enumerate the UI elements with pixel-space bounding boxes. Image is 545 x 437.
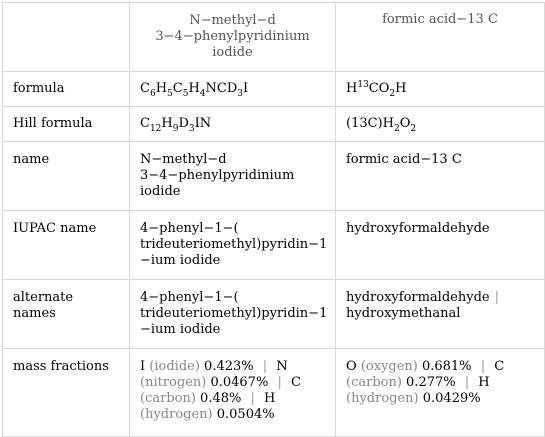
formula-part: 3 <box>237 89 244 99</box>
alternate-1-line-2: trideuteriomethyl)pyridin−1 <box>140 306 328 321</box>
iupac-cell-1 <box>130 211 336 280</box>
formula-part: C <box>172 81 183 96</box>
alternate-separator: | <box>494 290 499 305</box>
column-header-1 <box>130 3 336 72</box>
alternate-1-line-1: 4−phenyl−1−( <box>140 290 239 305</box>
column-header-1-line-1: N−methyl−d <box>189 13 276 28</box>
formula-part: 9 <box>172 124 179 134</box>
row-hill-formula <box>3 107 545 142</box>
formula-part: CO <box>368 81 390 96</box>
alternate-2-line-1 <box>346 290 534 306</box>
formula-part: I <box>243 81 249 96</box>
element-symbol: H <box>478 375 490 390</box>
hill-formula-2 <box>346 116 417 134</box>
element-name: (iodide) <box>149 359 205 374</box>
row-mass-fractions <box>3 349 545 437</box>
element-name: (nitrogen) <box>140 375 211 390</box>
row-label-formula: formula <box>3 72 130 107</box>
row-iupac-name <box>3 211 545 280</box>
mass-fraction-value: 0.48% <box>200 391 242 406</box>
header-row <box>3 3 545 72</box>
formula-part: O <box>399 116 411 131</box>
column-header-1-line-2: 3−4−phenylpyridinium <box>155 29 310 44</box>
column-header-2-line-1: formic acid−13 C <box>382 12 498 27</box>
hill-formula-cell-1 <box>130 107 336 142</box>
element-symbol: H <box>264 391 276 406</box>
formula-cell-2 <box>336 72 545 107</box>
mass-fraction-value: 0.423% <box>204 359 254 374</box>
alternate-1-line-3: −ium iodide <box>140 322 221 337</box>
row-label-alternate-names <box>3 280 130 349</box>
formula-part: 5 <box>182 89 189 99</box>
formula-part: C <box>140 116 150 131</box>
name-1-line-3: iodide <box>140 184 181 199</box>
formula-part: 2 <box>393 124 400 134</box>
formula-part: 2 <box>410 124 417 134</box>
alternate-cell-2 <box>336 280 545 349</box>
mass-fraction-separator: | <box>464 375 470 390</box>
element-name: (hydrogen) <box>140 407 217 422</box>
alternate-name-2: hydroxymethanal <box>346 306 461 321</box>
formula-2 <box>346 80 407 99</box>
mass-fraction-value: 0.0429% <box>422 391 481 406</box>
formula-part: 3 <box>188 124 195 134</box>
formula-part: NCD <box>205 81 238 96</box>
mass-fraction-separator: | <box>480 359 486 374</box>
formula-part: 4 <box>199 89 206 99</box>
row-label-iupac-text: IUPAC name <box>13 221 97 236</box>
mass-fraction-separator: | <box>250 391 255 406</box>
comparison-table <box>2 2 545 437</box>
name-1-line-2: 3−4−phenylpyridinium <box>140 168 295 183</box>
name-cell-2 <box>336 142 545 211</box>
formula-part: 5 <box>167 89 173 99</box>
formula-part: 12 <box>149 124 162 134</box>
element-symbol: N <box>276 359 288 374</box>
element-symbol: I <box>140 359 150 374</box>
mass-fraction-value: 0.0467% <box>210 375 269 390</box>
mass-fraction-separator: | <box>262 359 268 374</box>
iupac-1-line-3: −ium iodide <box>140 253 221 268</box>
element-symbol: O <box>346 359 361 374</box>
row-label-mass-fractions <box>3 349 130 437</box>
alternate-name-1: hydroxyformaldehyde <box>346 290 490 305</box>
formula-part: C <box>140 81 150 96</box>
column-header-2 <box>336 3 545 72</box>
name-2-line-1: formic acid−13 C <box>346 152 462 167</box>
formula-1 <box>140 81 249 99</box>
element-symbol: C <box>290 375 301 390</box>
mass-fraction-separator: | <box>277 375 282 390</box>
element-symbol: C <box>494 359 505 374</box>
formula-part: H <box>155 81 168 96</box>
formula-part: 2 <box>389 89 396 99</box>
formula-cell-1 <box>130 72 336 107</box>
row-formula <box>3 72 545 107</box>
row-label-name-text: name <box>13 152 50 167</box>
formula-part: 6 <box>149 89 156 99</box>
name-1-line-1: N−methyl−d <box>140 152 227 167</box>
mass-cell-1 <box>130 349 336 437</box>
row-label-iupac-name <box>3 211 130 280</box>
element-name: (hydrogen) <box>346 391 423 406</box>
row-label-alternate-text: alternate names <box>13 290 74 321</box>
formula-part: H <box>346 81 358 96</box>
element-name: (carbon) <box>140 391 201 406</box>
hill-formula-cell-2 <box>336 107 545 142</box>
name-cell-1 <box>130 142 336 211</box>
mass-cell-2 <box>336 349 545 437</box>
iupac-2-line-1: hydroxyformaldehyde <box>346 221 490 236</box>
row-alternate-names <box>3 280 545 349</box>
formula-part: H <box>161 116 173 131</box>
element-name: (carbon) <box>346 375 407 390</box>
row-label-hill-formula: Hill formula <box>3 107 130 142</box>
formula-part: 13 <box>357 80 369 90</box>
iupac-1-line-2: trideuteriomethyl)pyridin−1 <box>140 237 328 252</box>
mass-fractions-2 <box>346 349 534 407</box>
mass-fraction-value: 0.0504% <box>216 407 275 422</box>
header-empty-cell <box>3 3 130 72</box>
row-name <box>3 142 545 211</box>
hill-formula-1 <box>140 116 212 134</box>
formula-part: IN <box>194 116 212 131</box>
mass-fractions-1 <box>140 349 325 423</box>
row-label-name <box>3 142 130 211</box>
mass-fraction-value: 0.681% <box>421 359 472 374</box>
mass-fraction-value: 0.277% <box>406 375 456 390</box>
formula-part: D <box>178 116 189 131</box>
column-header-1-line-3: iodide <box>212 45 253 60</box>
element-name: (oxygen) <box>360 359 422 374</box>
alternate-cell-1 <box>130 280 336 349</box>
iupac-1-line-1: 4−phenyl−1−( <box>140 221 239 236</box>
formula-part: H <box>188 81 200 96</box>
row-label-mass-text: mass fractions <box>13 359 109 374</box>
iupac-cell-2 <box>336 211 545 280</box>
formula-part: H <box>395 81 407 96</box>
formula-part: (13C)H <box>346 116 394 131</box>
